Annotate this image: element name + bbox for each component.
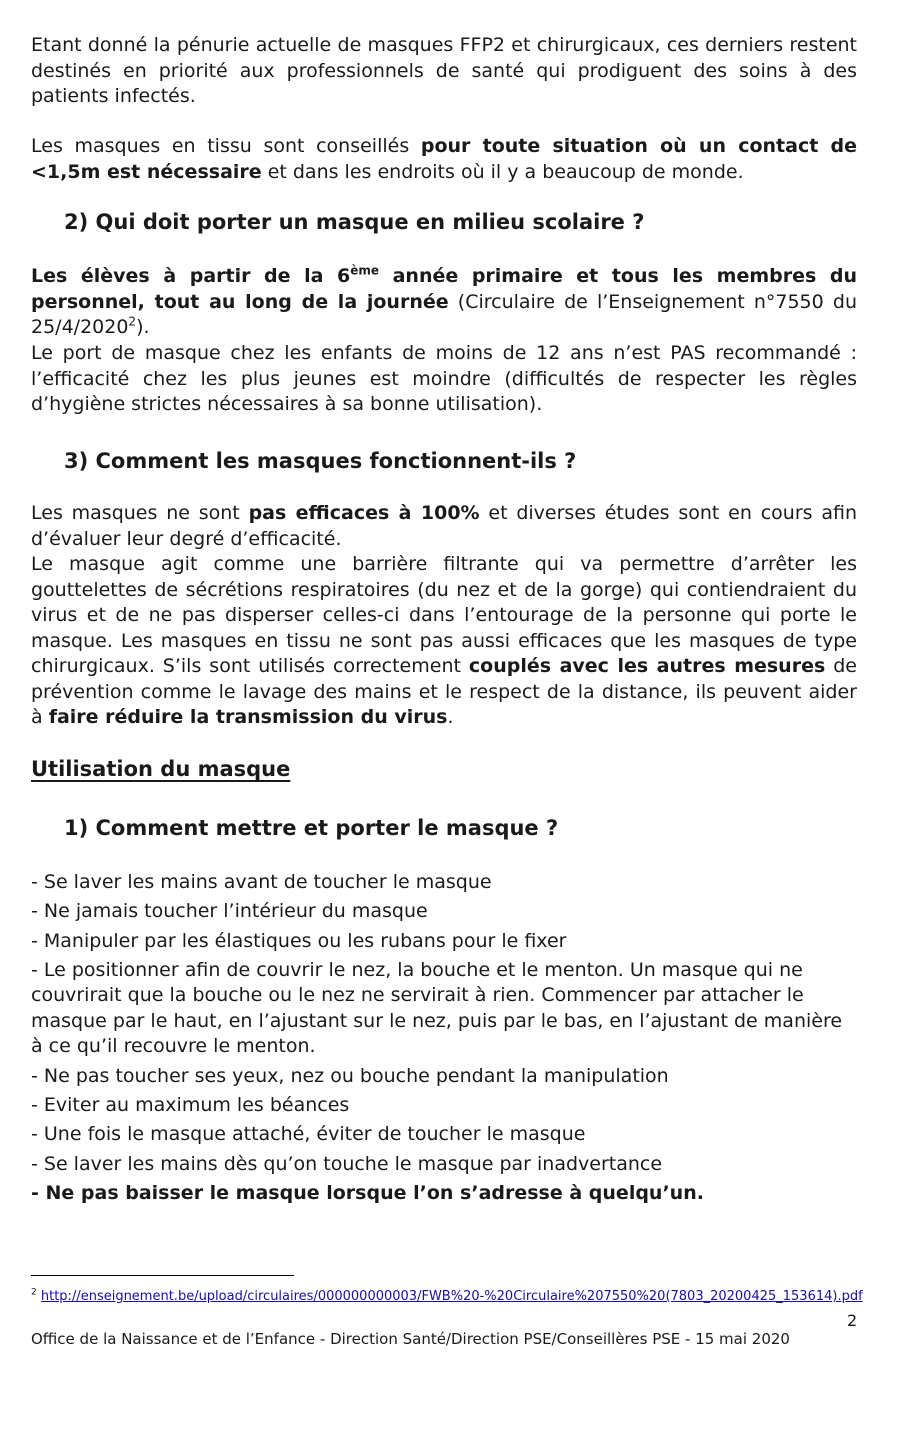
paragraph-barrier	[31, 552, 857, 731]
bold-text: pour toute situation où un contact de <1,5m est nécessaire	[31, 135, 857, 183]
instructions-list	[31, 870, 857, 1210]
text-run: Les masques en tissu sont conseillés	[31, 135, 421, 157]
paragraph-pupils	[31, 264, 857, 341]
footnote	[31, 1288, 863, 1306]
text-run: de prévention comme le lavage des mains et le respect de la distance, ils peuvent aider à	[31, 655, 857, 728]
heading-how-work: 3) Comment les masques fonctionnent-ils ?	[64, 449, 577, 473]
list-item: - Ne jamais toucher l’intérieur du masque	[31, 900, 428, 923]
text-run: .	[447, 706, 454, 728]
text-run: ).	[136, 316, 150, 338]
text-run: et dans les endroits où il y a beaucoup de monde.	[261, 160, 744, 183]
bold-text: faire réduire la transmission du virus	[48, 706, 448, 728]
footnote-link[interactable]: http://enseignement.be/upload/circulaires/000000000003/FWB%20-%20Circulaire%207550%20(7803_20200425_153614).pdf	[40, 1289, 863, 1304]
footnote-divider	[31, 1275, 294, 1276]
footnote-ref: 2	[128, 314, 137, 329]
page-number: 2	[847, 1311, 858, 1330]
paragraph-cloth-masks	[31, 134, 857, 185]
paragraph-efficacy	[31, 501, 857, 552]
superscript: ème	[350, 263, 380, 278]
heading-how-put-on: 1) Comment mettre et porter le masque ?	[64, 816, 559, 840]
list-item: - Le positionner afin de couvrir le nez, la bouche et le menton. Un masque qui ne couvrirait que la bouche ou le nez ne servirait à rien. Commencer par attacher le masque par le haut, en l’ajustant sur le nez, puis par le bas, en l’ajustant de manière à ce qu’il recouvre le menton.	[31, 958, 843, 1058]
text-run: Le masque agit comme une barrière filtrante qui va permettre d’arrêter les gouttelettes de sécrétions respiratoires (du nez et de la gorge) qui contiendraient du virus et de ne pas disperser celles-ci dans l’entourage de la personne qui porte le masque. Les masques en tissu ne sont pas aussi efficaces que les masques de type chirurgicaux. S’ils sont utilisés correctement	[31, 553, 857, 677]
text-run: (Circulaire de l’Enseignement n°7550 du 25/4/2020	[31, 290, 857, 338]
list-item: - Ne pas baisser le masque lorsque l’on s’adresse à quelqu’un.	[31, 1181, 704, 1204]
list-item: - Ne pas toucher ses yeux, nez ou bouche pendant la manipulation	[31, 1064, 669, 1087]
list-item: - Se laver les mains avant de toucher le masque	[31, 871, 492, 893]
text-run: et diverses études sont en cours afin d’évaluer leur degré d’efficacité.	[31, 502, 857, 550]
section-title: Utilisation du masque	[31, 757, 291, 781]
paragraph-children: Le port de masque chez les enfants de moins de 12 ans n’est PAS recommandé : l’efficacité chez les plus jeunes est moindre (difficultés de respecter les règles d’hygiène strictes nécessaires à sa bonne utilisation).	[31, 342, 857, 415]
list-item: - Manipuler par les élastiques ou les rubans pour le fixer	[31, 929, 567, 952]
list-item: - Une fois le masque attaché, éviter de toucher le masque	[31, 1123, 586, 1146]
bold-text: Les élèves à partir de la 6	[31, 265, 351, 287]
text-run: Les masques ne sont	[31, 502, 249, 524]
footnote-number: 2	[31, 1287, 37, 1298]
bold-text: pas efficaces à 100%	[248, 502, 480, 524]
bold-text: couplés avec les autres mesures	[468, 655, 826, 677]
page-footer: Office de la Naissance et de l’Enfance - Direction Santé/Direction PSE/Conseillères PSE - 15 mai 2020	[31, 1330, 790, 1348]
bold-text: année primaire et tous les membres du personnel, tout au long de la journée	[31, 265, 857, 313]
heading-who-wears: 2) Qui doit porter un masque en milieu scolaire ?	[64, 210, 645, 234]
list-item: - Eviter au maximum les béances	[31, 1093, 350, 1116]
list-item: - Se laver les mains dès qu’on touche le masque par inadvertance	[31, 1152, 663, 1175]
paragraph-shortage: Etant donné la pénurie actuelle de masques FFP2 et chirurgicaux, ces derniers restent destinés en priorité aux professionnels de santé qui prodiguent des soins à des patients infectés.	[31, 34, 857, 107]
